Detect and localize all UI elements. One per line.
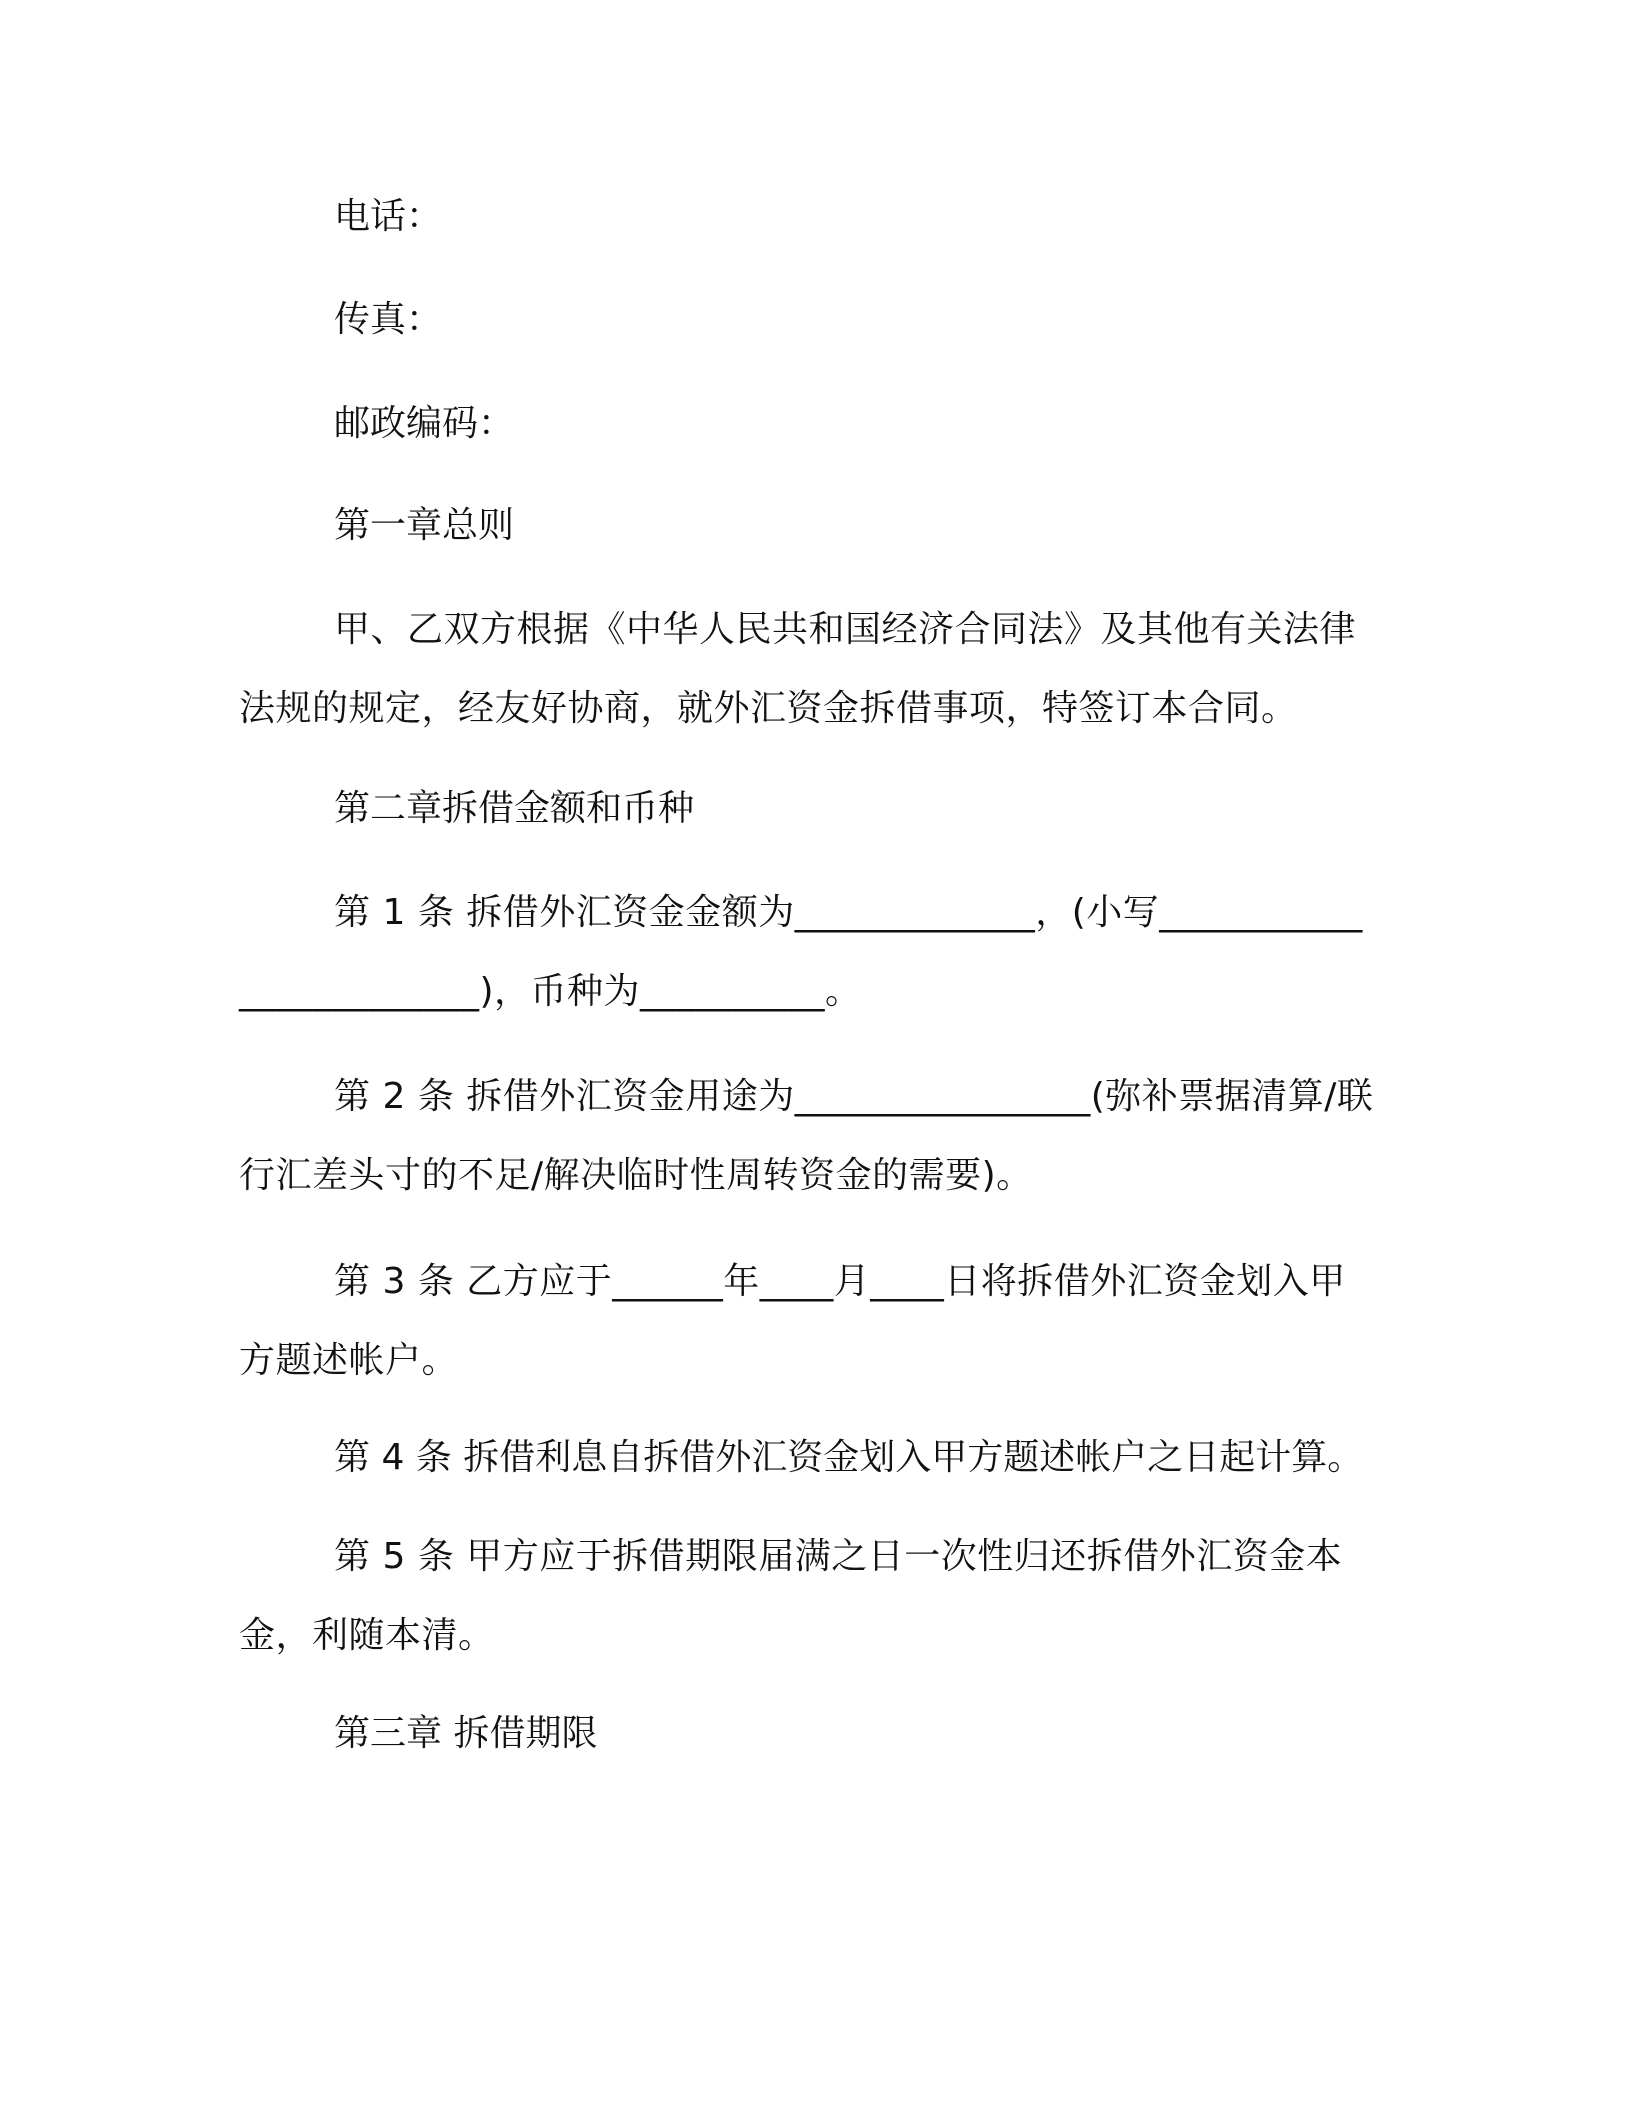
- phone-label: 电话：: [334, 196, 443, 237]
- fax-label: 传真：: [334, 299, 443, 340]
- intro-paragraph: 甲、乙双方根据《中华人民共和国经济合同法》及其他有关法律法规的规定，经友好协商，就外汇资金拆借事项，特签订本合同。: [239, 609, 1357, 729]
- chapter-1-heading: 第一章总则: [334, 505, 515, 546]
- article-1: 第 1 条 拆借外汇资金金额为_____________，(小写________________________)，币种为__________。: [239, 892, 1363, 1012]
- article-4: 第 4 条 拆借利息自拆借外汇资金划入甲方题述帐户之日起计算。: [334, 1437, 1364, 1478]
- postal-code-label: 邮政编码：: [334, 403, 515, 444]
- article-3: 第 3 条 乙方应于______年____月____日将拆借外汇资金划入甲方题述帐户。: [239, 1261, 1346, 1381]
- chapter-3-heading: 第三章 拆借期限: [334, 1713, 598, 1754]
- article-5: 第 5 条 甲方应于拆借期限届满之日一次性归还拆借外汇资金本金，利随本清。: [239, 1536, 1343, 1656]
- article-2: 第 2 条 拆借外汇资金用途为________________(弥补票据清算/联行汇差头寸的不足/解决临时性周转资金的需要)。: [239, 1076, 1374, 1196]
- chapter-2-heading: 第二章拆借金额和币种: [334, 788, 695, 829]
